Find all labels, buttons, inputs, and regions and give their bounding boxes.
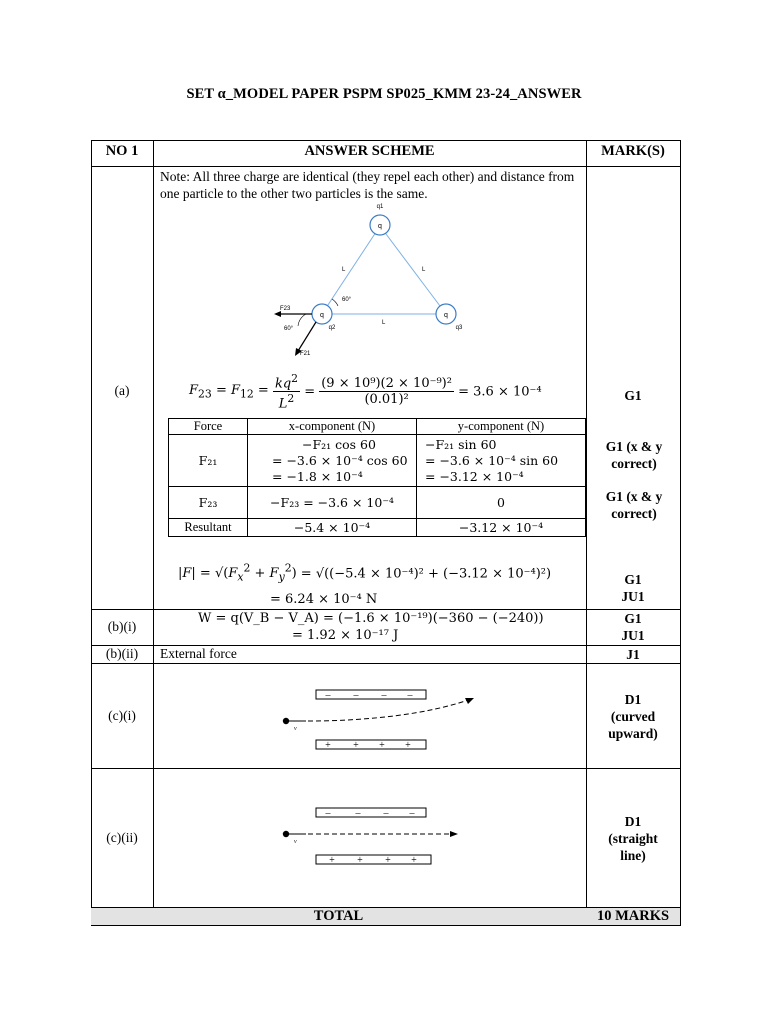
- svg-text:L: L: [422, 267, 426, 273]
- mark-external-force: J1: [626, 647, 640, 662]
- comp-f21-label: F₂₁: [169, 435, 248, 487]
- svg-text:–: –: [381, 690, 387, 701]
- mark-resultant-g1: G1: [624, 572, 642, 587]
- svg-text:+: +: [353, 740, 359, 751]
- svg-text:–: –: [407, 690, 413, 701]
- svg-text:+: +: [357, 855, 363, 866]
- svg-text:q: q: [444, 312, 448, 319]
- comp-f23-label: F₂₃: [169, 487, 248, 519]
- row-label-b-ii: (b)(ii): [105, 646, 139, 661]
- svg-text:q: q: [320, 312, 324, 319]
- svg-text:L: L: [342, 267, 346, 273]
- component-table: [168, 418, 586, 537]
- header-marks: MARK(S): [601, 143, 665, 159]
- comp-resultant-label: Resultant: [169, 519, 248, 537]
- svg-text:q: q: [378, 223, 382, 230]
- row-label-c-ii: (c)(ii): [106, 830, 138, 845]
- comp-header-x: x-component (N): [248, 419, 417, 435]
- mark-straight: D1 (straight line): [608, 814, 658, 863]
- svg-text:–: –: [353, 690, 359, 701]
- svg-text:–: –: [325, 808, 331, 819]
- header-no: NO 1: [105, 143, 139, 159]
- comp-header-force: Force: [169, 419, 248, 435]
- header-answer-scheme: ANSWER SCHEME: [304, 143, 435, 159]
- svg-text:q2: q2: [328, 325, 336, 331]
- mark-work-ju1: JU1: [621, 628, 645, 643]
- svg-text:q1: q1: [376, 204, 384, 210]
- f21-x-line2: = −3.6 × 10⁻⁴ cos 60: [272, 452, 408, 468]
- svg-text:+: +: [379, 740, 385, 751]
- f21-x-line1: −F₂₁ cos 60: [302, 436, 376, 452]
- row-label-a: (a): [114, 383, 130, 398]
- force-equation: $F_{23} = F_{12}$ = $\frac{kq^2}{L^2}$ = $\frac{\text{(9 × 10⁹)(2 × 10⁻⁹)²}}{\text{(0.01)²}}$ = 3.6 × 10⁻⁴: [189, 372, 542, 412]
- mark-force: G1: [624, 388, 642, 403]
- comp-resultant-y: −3.12 × 10⁻⁴: [417, 519, 586, 537]
- comp-header-y: y-component (N): [417, 419, 586, 435]
- row-label-b-i: (b)(i): [107, 619, 137, 634]
- svg-text:+: +: [325, 740, 331, 751]
- mark-f23: G1 (x & y correct): [605, 489, 663, 521]
- svg-text:q3: q3: [455, 325, 463, 331]
- comp-resultant-x: −5.4 × 10⁻⁴: [248, 519, 417, 537]
- svg-text:v: v: [294, 726, 297, 732]
- work-equation: W = q(V_B − V_A) = (−1.6 × 10⁻¹⁹)(−360 − (−240)): [198, 611, 544, 626]
- mark-f21: G1 (x & y correct): [605, 439, 663, 471]
- svg-text:60°: 60°: [342, 297, 352, 303]
- total-label: TOTAL: [313, 908, 364, 924]
- f21-y-line2: = −3.6 × 10⁻⁴ sin 60: [425, 452, 559, 468]
- comp-f23-y: 0: [417, 487, 586, 519]
- note-text: Note: All three charge are identical (they repel each other) and distance from one particle to the other two particles is the same.: [160, 169, 575, 201]
- svg-text:+: +: [411, 855, 417, 866]
- svg-text:–: –: [355, 808, 361, 819]
- total-marks: 10 MARKS: [596, 908, 670, 924]
- svg-text:60°: 60°: [284, 326, 294, 332]
- svg-text:–: –: [409, 808, 415, 819]
- mark-work-g1: G1: [624, 611, 642, 626]
- f21-y-line1: −F₂₁ sin 60: [425, 436, 497, 452]
- svg-text:–: –: [325, 690, 331, 701]
- svg-text:F23: F23: [280, 306, 291, 312]
- svg-text:v: v: [294, 839, 297, 845]
- svg-text:F21: F21: [300, 351, 311, 357]
- charge-triangle-diagram: [272, 198, 472, 358]
- svg-text:L: L: [382, 320, 386, 326]
- svg-text:+: +: [329, 855, 335, 866]
- page-title: SET α_MODEL PAPER PSPM SP025_KMM 23-24_ANSWER: [186, 86, 582, 102]
- svg-text:–: –: [383, 808, 389, 819]
- comp-f23-x: −F₂₃ = −3.6 × 10⁻⁴: [248, 487, 417, 519]
- row-label-c-i: (c)(i): [108, 708, 136, 723]
- mark-resultant-ju1: JU1: [621, 589, 645, 604]
- external-force-answer: External force: [160, 646, 237, 661]
- resultant-equation: $|F| = √(F_x^2 + F_y^2) = √((-5.4 \times 10^{-4})^2 + (-3.12 \times 10^{-4})^2)$: [178, 562, 552, 584]
- curved-path-diagram: [278, 688, 478, 752]
- straight-path-diagram: [278, 806, 478, 870]
- mark-curved: D1 (curved upward): [608, 692, 658, 741]
- f21-y-line3: = −3.12 × 10⁻⁴: [425, 468, 524, 484]
- resultant-value: = 6.24 × 10⁻⁴ N: [270, 592, 378, 607]
- work-value: = 1.92 × 10⁻¹⁷ J: [292, 628, 399, 643]
- f21-x-line3: = −1.8 × 10⁻⁴: [272, 468, 363, 484]
- svg-text:+: +: [405, 740, 411, 751]
- svg-text:+: +: [385, 855, 391, 866]
